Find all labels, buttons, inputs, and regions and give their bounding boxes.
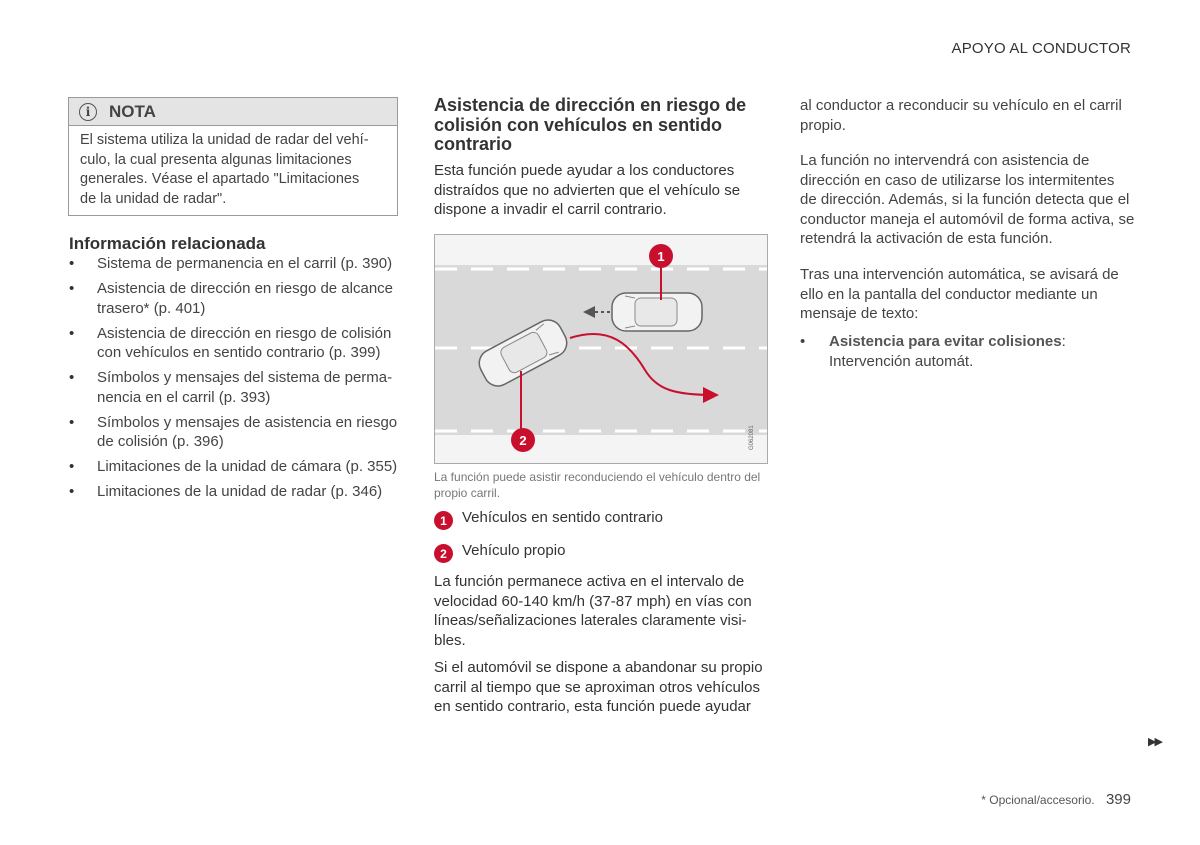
related-link[interactable]: • Símbolos y mensajes de asistencia en riesgo de colisión (p. 396) bbox=[69, 413, 399, 452]
note-line: culo, la cual presenta algunas limitaciones bbox=[80, 151, 352, 168]
message-detail: : Intervención automát. bbox=[829, 333, 1066, 370]
related-link[interactable]: • Limitaciones de la unidad de radar (p. 346) bbox=[69, 482, 399, 502]
related-link[interactable]: • Limitaciones de la unidad de cámara (p. 355) bbox=[69, 457, 399, 477]
message-bullet: • Asistencia para evitar colisiones: Intervención automát. bbox=[800, 333, 1066, 370]
related-link[interactable]: • Símbolos y mensajes del sistema de perma-nencia en el carril (p. 393) bbox=[69, 368, 399, 407]
page-number: 399 bbox=[1105, 791, 1131, 808]
legend-badge-2: 2 bbox=[434, 544, 453, 563]
road-diagram bbox=[435, 235, 767, 463]
image-code: G062081 bbox=[749, 425, 755, 450]
body-paragraph: Tras una intervención automática, se avisará de ello en la pantalla del conductor mediante un mensaje de texto: bbox=[800, 266, 1119, 322]
section-title: Asistencia de dirección en riesgo de colisión con vehículos en sentido contrario bbox=[434, 95, 747, 154]
intro-text: Esta función puede ayudar a los conductores distraídos que no advierten que el vehículo se dispone a invadir el carril contrario. bbox=[434, 162, 741, 218]
section-header: APOYO AL CONDUCTOR bbox=[951, 40, 1131, 57]
body-paragraph: al conductor a reconducir su vehículo en el carril propio. bbox=[800, 97, 1122, 134]
note-line: generales. Véase el apartado "Limitaciones bbox=[80, 171, 360, 187]
body-paragraph: La función permanece activa en el intervalo de velocidad 60-140 km/h (37-87 mph) en vías con líneas/señalizaciones laterales claramente visi-bles. bbox=[434, 573, 752, 649]
body-paragraph: La función no intervendrá con asistencia de dirección en caso de utilizarse los intermitentes de dirección. Además, si la función detecta que el conductor maneja el automóvil de forma activa, se retendrá la activación de esta función. bbox=[800, 152, 1135, 247]
note-line: El sistema utiliza la unidad de radar del vehí- bbox=[80, 132, 369, 148]
oncoming-vehicle-icon bbox=[612, 293, 702, 331]
note-header bbox=[69, 98, 397, 126]
message-name: Asistencia para evitar colisiones bbox=[829, 333, 1062, 350]
footnote-text: * Opcional/accesorio. bbox=[981, 793, 1095, 807]
illustration bbox=[434, 234, 768, 464]
related-link[interactable]: • Asistencia de dirección en riesgo de colisión con vehículos en sentido contrario (p. 399) bbox=[69, 324, 399, 363]
info-icon: i bbox=[79, 103, 97, 121]
related-info-list bbox=[69, 254, 399, 507]
legend-text: Vehículo propio bbox=[462, 542, 566, 559]
related-link[interactable]: • Sistema de permanencia en el carril (p. 390) bbox=[69, 254, 399, 274]
legend-badge-1: 1 bbox=[434, 511, 453, 530]
legend-text: Vehículos en sentido contrario bbox=[462, 509, 663, 526]
legend-item bbox=[434, 542, 769, 563]
body-paragraph: Si el automóvil se dispone a abandonar su propio carril al tiempo que se aproximan otros vehículos en sentido contrario, esta función puede ayudar bbox=[434, 659, 763, 715]
note-title: NOTA bbox=[109, 101, 156, 121]
note-line: de la unidad de radar". bbox=[80, 190, 227, 207]
related-info-title: Información relacionada bbox=[69, 234, 266, 253]
callout-2-number: 2 bbox=[519, 433, 527, 448]
related-link[interactable]: • Asistencia de dirección en riesgo de alcance trasero* (p. 401) bbox=[69, 279, 399, 318]
callout-1-number: 1 bbox=[657, 249, 665, 264]
figure-caption: La función puede asistir reconduciendo el vehículo dentro del propio carril. bbox=[434, 470, 761, 500]
footer bbox=[981, 791, 1131, 808]
legend-item bbox=[434, 509, 769, 530]
road-surface bbox=[435, 265, 767, 435]
double-arrow-right-icon[interactable]: ▶▶ bbox=[1148, 736, 1161, 748]
note-body bbox=[69, 126, 397, 209]
note-box bbox=[68, 97, 398, 216]
